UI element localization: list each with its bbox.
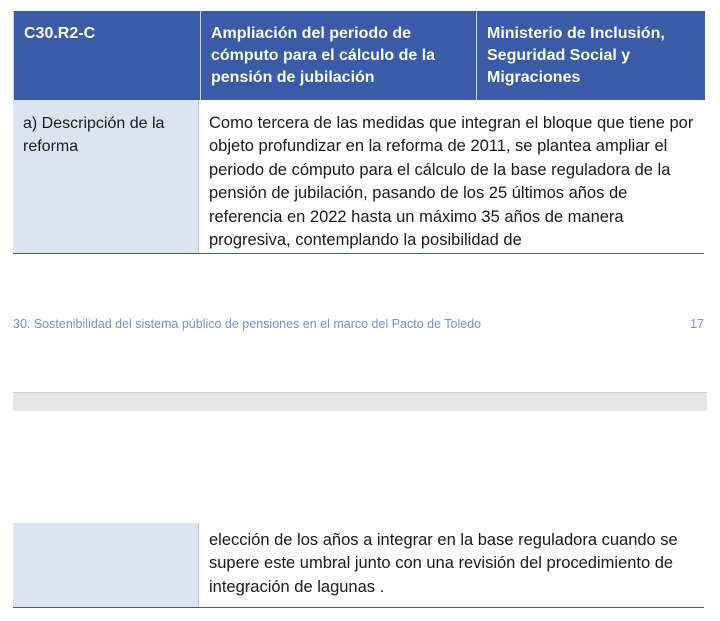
- row-description-text-continued: elección de los años a integrar en la base reguladora cuando se supere este umbral junto con una revisión del procedimiento de integración de lagunas .: [209, 531, 678, 596]
- header-measure-title: Ampliación del periodo de cómputo para el cálculo de la pensión de jubilación: [200, 11, 476, 100]
- table-row-description: [13, 100, 704, 254]
- row-label-continued: [13, 523, 199, 607]
- header-code: C30.R2-C: [24, 25, 96, 42]
- page-number: 17: [690, 317, 704, 331]
- row-label: a) Descripción de la reforma: [13, 100, 199, 253]
- header-ministry: Ministerio de Inclusión, Seguridad Social y Migraciones: [476, 11, 705, 100]
- page-footer-title: 30. Sostenibilidad del sistema público de pensiones en el marco del Pacto de Toledo: [13, 317, 482, 331]
- table-row-description-continued: [13, 523, 704, 608]
- page-separator: [13, 392, 707, 411]
- table-header-row: [13, 11, 705, 100]
- row-description-text: Como tercera de las medidas que integran el bloque que tiene por objeto profundizar en la reforma de 2011, se plantea ampliar el periodo de cómputo para el cálculo de la base reguladora de la pensión de jubilación, pasando de los 25 últimos años de referencia en 2022 hasta un máximo 35 años de manera progresiva, contemplando la posibilidad de: [209, 114, 694, 250]
